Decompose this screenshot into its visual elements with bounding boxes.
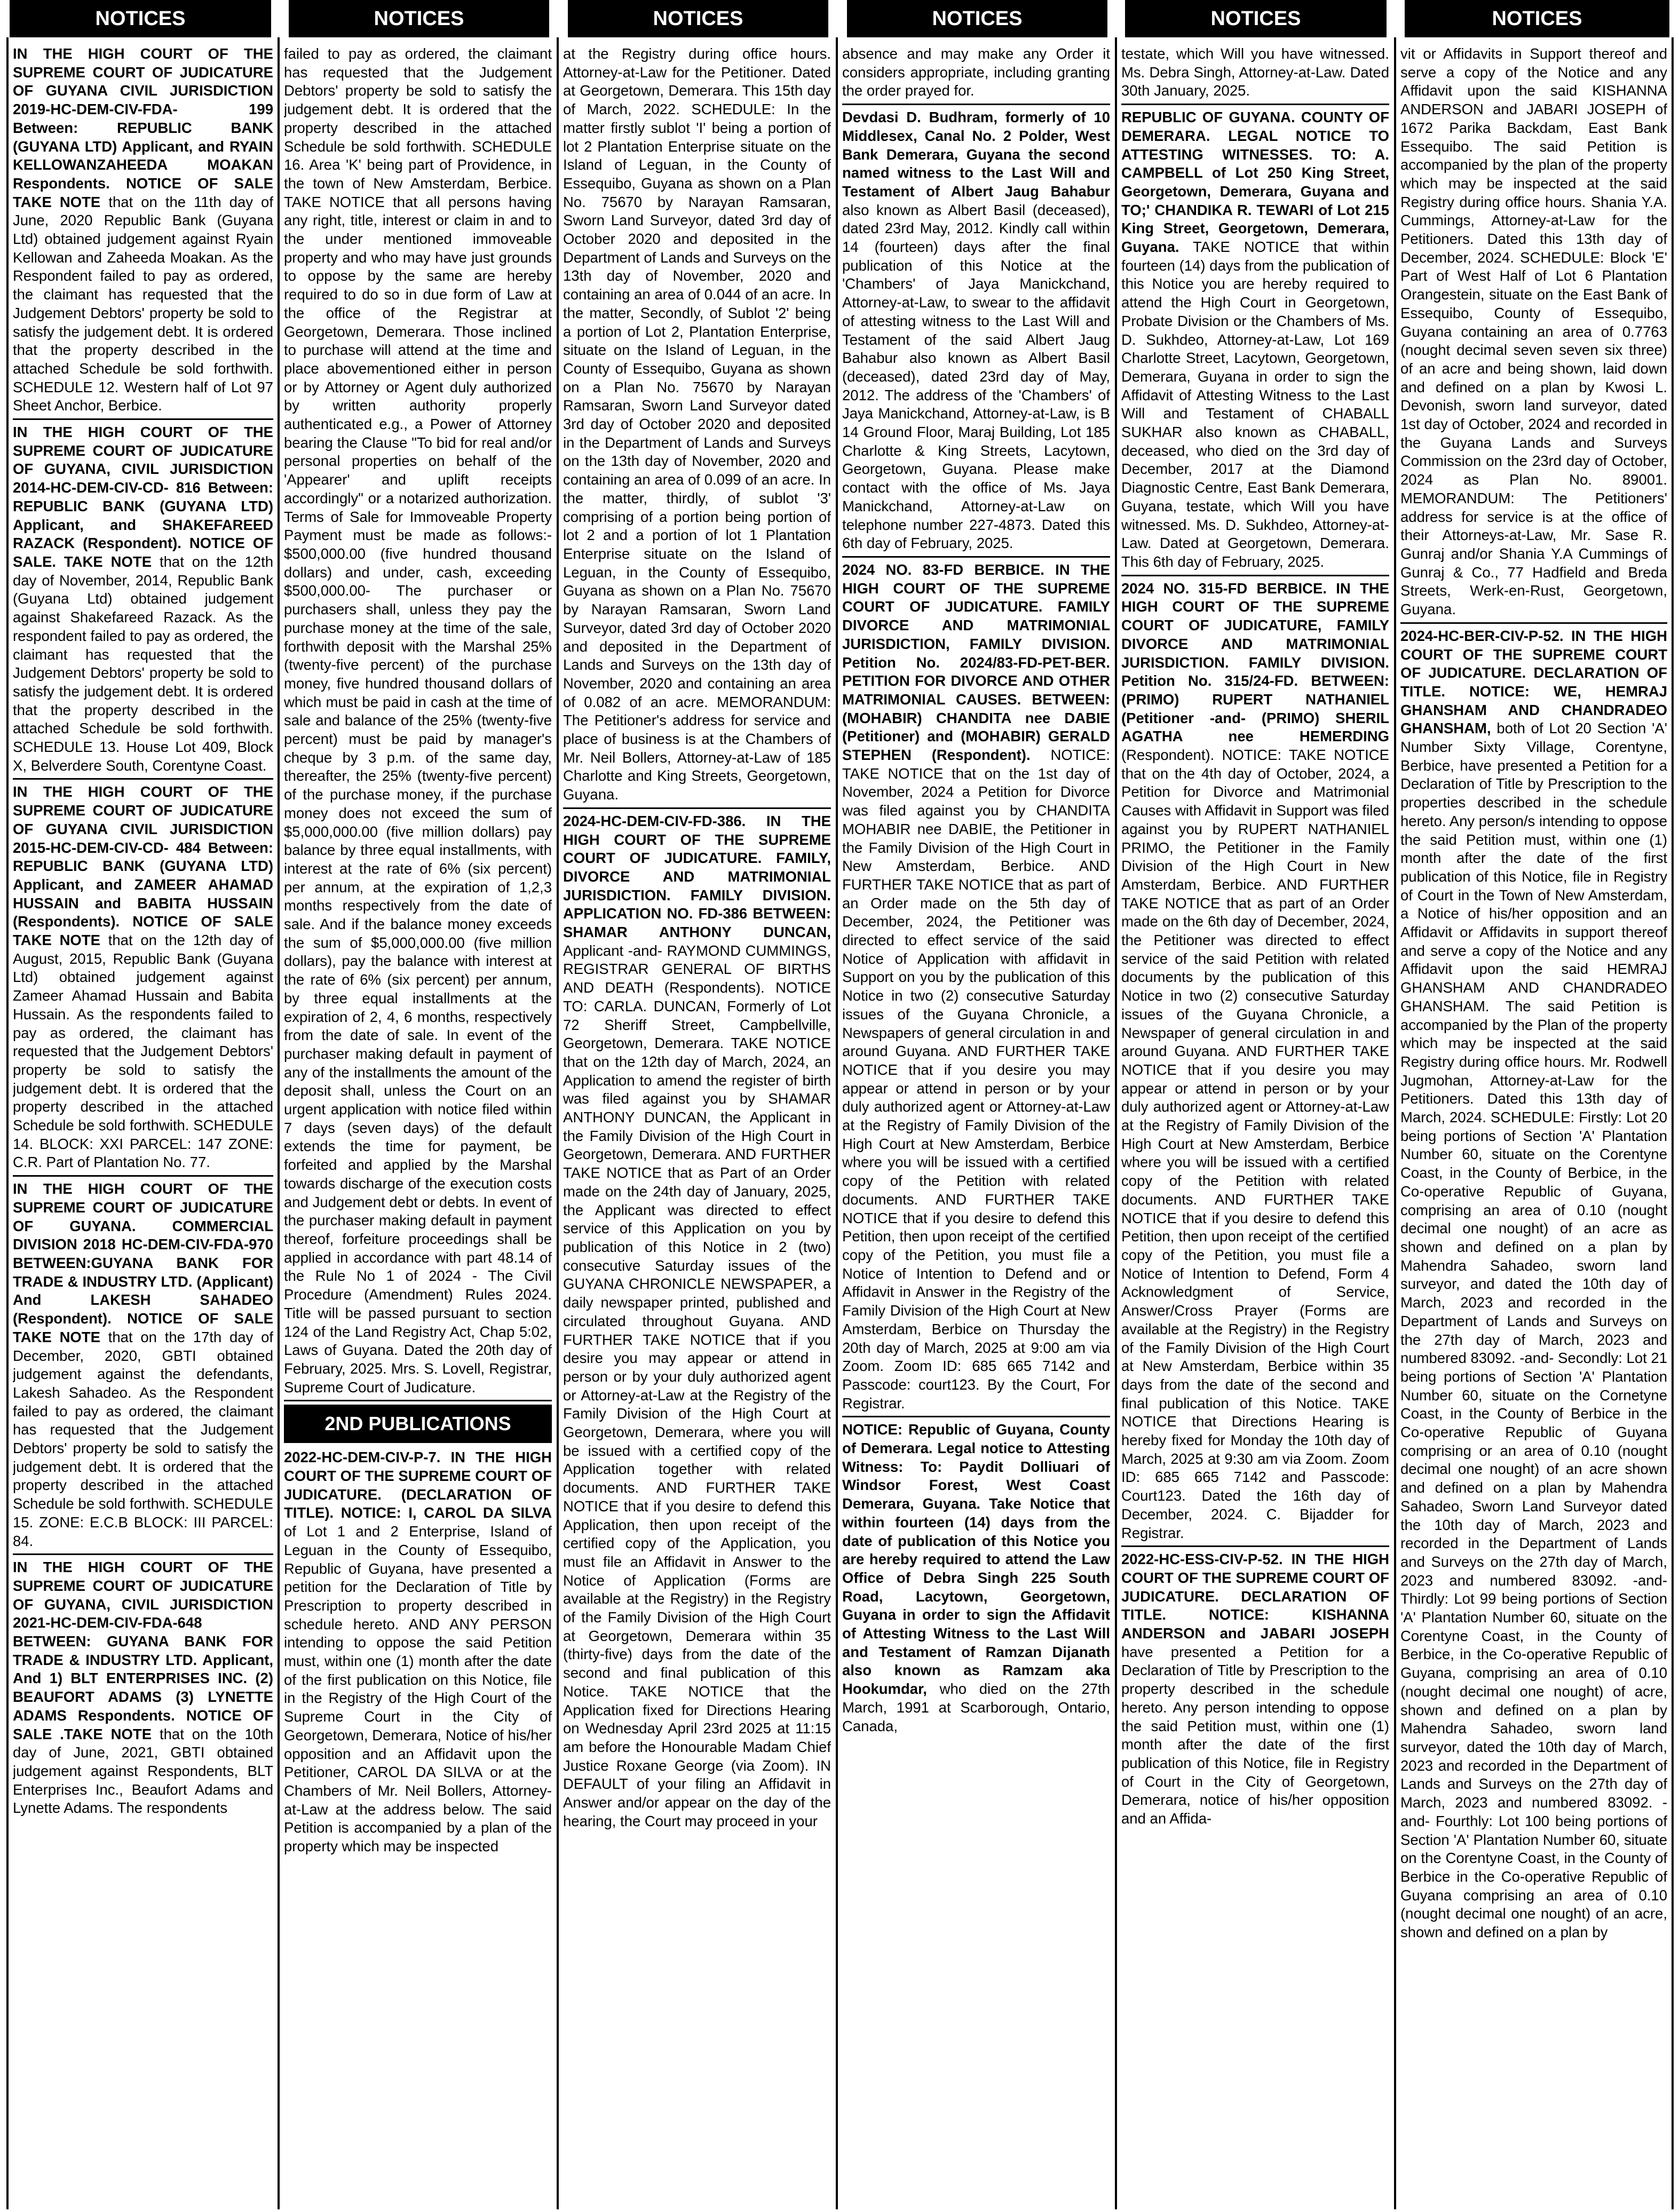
notice-body: NOTICE: TAKE NOTICE that on the 1st day of November, 2024 a Petition for Divorce was filed against you by CHANDITA MOHABIR nee DABIE, the Petitioner in the Family Division of the High Court in New Amsterdam, Berbice. AND FURTHER TAKE NOTICE that as part of an Order made on the 5th day of December, 2024, the Petitioner was directed to effect service of the said Notice of Application with affidavit in Support on you by the publication of this Notice in two (2) consecutive Saturday issues of the Guyana Chronicle, a Newspapers of general circulation in and around Guyana. AND FURTHER TAKE NOTICE that if you desire you may appear or attend in person or by your duly authorized agent or Attorney-at-Law at the Registry of Family Division of the High Court at New Amsterdam, Berbice where you will be issued with a certified copy of the Petition with related documents. AND FURTHER TAKE NOTICE that if you desire to defend this Petition, then upon receipt of the certified copy of the Petition, you must file a Notice of Intention to Defend and or Affidavit in Answer in the Registry of the Family Division of the High Court at New Amsterdam, Berbice on Thursday the 20th day of March, 2025 at 9:00 am via Zoom. Zoom ID: 685 665 7142 and Passcode: court123. By the Court, For Registrar. [842,747,1110,1412]
column-header-6: NOTICES [1405,0,1669,37]
notice-text [13,1558,273,1818]
notice-heading: IN THE HIGH COURT OF THE SUPREME COURT OF JUDICATURE OF GUYANA, CIVIL JURISDICTION 2014-HC-DEM-CIV-CD- 816 Between: REPUBLIC BANK (GUYANA LTD) Applicant, and SHAKEFAREED RAZACK (Respondent). NOTICE OF SALE. TAKE NOTE [13,424,273,570]
legal-notice [563,45,831,809]
notice-text [842,1421,1110,1735]
column-rule [557,37,559,2209]
notice-heading: NOTICE: Republic of Guyana, County of Demerara. Legal notice to Attesting Witness: To: Paydit Dolliuari of Windsor Forest, West Coast Demerara, Guyana. Take Notice that within fourteen (14) days from the date of publication of this Notice you are hereby required to attend the Law Office of Debra Singh 225 South Road, Lacytown, Georgetown, Guyana in order to sign the Affidavit of Attesting Witness to the Last Will and Testament of Ramzan Dijanath also known as Ramzam aka Hookumdar, [842,1421,1110,1698]
notices-column-2 [284,45,552,2203]
legal-notice [1121,1550,1389,1832]
notice-heading: IN THE HIGH COURT OF THE SUPREME COURT OF JUDICATURE OF GUYANA CIVIL JURISDICTION 2015-HC-DEM-CIV-CD- 484 Between: REPUBLIC BANK (GUYANA LTD) Applicant, and ZAMEER AHAMAD HUSSAIN and BABITA HUSSAIN (Respondents). NOTICE OF SALE TAKE NOTE [13,783,273,949]
notice-text [13,783,273,1172]
notice-heading: IN THE HIGH COURT OF THE SUPREME COURT OF JUDICATURE OF GUYANA, CIVIL JURISDICTION 2021-HC-DEM-CIV-FDA-648 BETWEEN: GUYANA BANK FOR TRADE & INDUSTRY LTD. Applicant, And 1) BLT ENTERPRISES INC. (2) BEAUFORT ADAMS (3) LYNETTE ADAMS Respondents. NOTICE OF SALE .TAKE NOTE [13,1559,273,1742]
notices-column-6 [1400,45,1667,2203]
notice-text [842,45,1110,100]
notice-body: both of Lot 20 Section 'A' Number Sixty Village, Corentyne, Berbice, have presented a Petition for a Declaration of Title by Prescription to the properties described in the schedule hereto. Any person/s intending to oppose the said Petition must, within one (1) month after the date of the first publication of this Notice, file in Registry of Court in the Town of New Amsterdam, a Notice of his/her opposition and an Affidavit or Affidavits in support thereof and serve a copy of the Notice and any Affidavit upon the said HEMRAJ GHANSHAM AND CHANDRADEO GHANSHAM. The said Petition is accompanied by the Plan of the property which may be inspected at the said Registry during office hours. Mr. Rodwell Jugmohan, Attorney-at-Law for the Petitioners. Dated this 13th day of March, 2024. SCHEDULE: Firstly: Lot 20 being portions of Section 'A' Plantation Number 60, situate on the Corentyne Coast, in the County of Berbice, in the Co-operative Republic of Guyana, comprising an area of 0.10 (nought decimal one nought) of an acre as shown and defined on a plan by Mahendra Sahadeo, sworn land surveyor, and dated the 10th day of March, 2023 and recorded in the Department of Lands and Surveys on the 27th day of March, 2023 and numbered 83092. -and- Secondly: Lot 21 being portions of Section 'A' Plantation Number 60, situate on the Cornetyne Coast, in the County of Berbice in the Co-operative Republic of Guyana comprising or an area of 0.10 (nought decimal one nought) of an acre shown and defined on a plan by Mahendra Sahadeo, Sworn Land Surveyor dated the 10th day of March, 2023 and recorded in the Department of Lands and Surveys on the 27th day of March, 2023 and numbered 83092. -and- Thirdly: Lot 99 being portions of Section 'A' Plantation Number 60, situate on the Corentyne Coast, in the County of Berbice, in the Co-operative Republic of Guyana, comprising an area of 0.10 (nought decimal one nought) of acre, shown and defined on a plan by Mahendra Sahadeo, sworn land surveyor, dated the 10th day of March, 2023 and recorded in the Department of Lands and Surveys on the 27th day of March, 2023 and numbered 83092. -and- Fourthly: Lot 100 being portions of Section 'A' Plantation Number 60, situate on the Corentyne Coast, in the County of Berbice in the Co-operative Republic of Guyana comprising an area of 0.10 (nought decimal one nought) of an acre, shown and defined on a plan by [1400,720,1667,1941]
notices-column-4 [842,45,1110,2203]
notice-body: failed to pay as ordered, the claimant has requested that the Judgement Debtors' property be sold to satisfy the judgement debt. It is ordered that the property described in the attached Schedule be sold forthwith. SCHEDULE 16. Area 'K' being part of Providence, in the town of New Amsterdam, Berbice. TAKE NOTICE that all persons having any right, title, interest or claim in and to the under mentioned immoveable property and who may have just grounds to oppose by the same are hereby required to do so in due form of Law at the office of the Registrar at Georgetown, Demerara. Those inclined to purchase will attend at the time and place abovementioned either in person or by Attorney or Agent duly authorized by written authority properly authenticated e.g., a Power of Attorney bearing the Clause "To bid for real and/or personal properties on behalf of the 'Appearer' and uplift receipts accordingly" or a notarized authorization. Terms of Sale for Immoveable Property Payment must be made as follows:- $500,000.00 (five hundred thousand dollars) and under, cash, exceeding $500,000.00- The purchaser or purchasers shall, unless they pay the purchase money at the time of the sale, forthwith deposit with the Marshal 25% (twenty-five percent) of the purchase money, five hundred thousand dollars of which must be paid in cash at the time of sale and balance of the 25% (twenty-five percent) must be paid by manager's cheque by 3 p.m. of the same day, thereafter, the 25% (twenty-five percent) of the purchase money, if the purchase money does not exceed the sum of $5,000,000.00 (five million dollars) pay balance by three equal installments, with interest at the rate of 6% (six percent) per annum, at the expiration of 1,2,3 months respectively from the date of sale. And if the balance money exceeds the sum of $5,000,000.00 (five million dollars), pay the balance with interest at the rate of 6% (six percent) per annum, by three equal installments at the expiration of 2, 4, 6 months, respectively from the date of sale. In event of the purchaser making default in payment of any of the installments the amount of the deposit shall, unless the Court on an urgent application with notice filed within 7 days (seven days) of the default extends the time for payment, be forfeited and applied by the Marshal towards discharge of the execution costs and Judgement debt or debts. In event of the purchaser making default in payment thereof, forfeiture proceedings shall be applied in accordance with part 48.14 of the Rule No 1 of 2024 - The Civil Procedure (Amendment) Rules 2024. Title will be passed pursuant to section 124 of the Land Registry Act, Chap 5:02, Laws of Guyana. Dated the 20th day of February, 2025. Mrs. S. Lovell, Registrar, Supreme Court of Judicature. [284,45,552,1396]
notices-column-5 [1121,45,1389,2203]
notice-body: that on the 12th day of August, 2015, Republic Bank (Guyana Ltd) obtained judgement against Zameer Ahamad Hussain and Babita Hussain. As the respondents failed to pay as ordered, the claimant has requested that the Judgement Debtors' property be sold to satisfy the judgement debt. It is ordered that the property described in the attached Schedule be sold forthwith. SCHEDULE 14. BLOCK: XXI PARCEL: 147 ZONE: C.R. Part of Plantation No. 77. [13,932,273,1171]
column-header-row [0,0,1679,37]
notice-heading: 2022-HC-ESS-CIV-P-52. IN THE HIGH COURT OF THE SUPREME COURT OF JUDICATURE. DECLARATION OF TITLE. NOTICE: KISHANNA ANDERSON and JABARI JOSEPH [1121,1551,1389,1642]
notice-heading: 2024 NO. 83-FD BERBICE. IN THE HIGH COURT OF THE SUPREME COURT OF JUDICATURE. FAMILY DIVORCE AND MATRIMONIAL JURISDICTION, FAMILY DIVISION. Petition No. 2024/83-FD-PET-BER. PETITION FOR DIVORCE AND OTHER MATRIMONIAL CAUSES. BETWEEN: (MOHABIR) CHANDITA nee DABIE (Petitioner) and (MOHABIR) GERALD STEPHEN (Respondent). [842,561,1110,764]
notice-body: who died on the 27th March, 1991 at Scarborough, Ontario, Canada, [842,1680,1110,1734]
notice-heading: REPUBLIC OF GUYANA. COUNTY OF DEMERARA. LEGAL NOTICE TO ATTESTING WITNESSES. TO: A. CAMPBELL of Lot 250 King Street, Georgetown, Demerara, Guyana and TO;' CHANDIKA R. TEWARI of Lot 215 King Street, Georgetown, Demerara, Guyana. [1121,109,1389,256]
notice-body: have presented a Petition for a Declaration of Title by Prescription to the property described in the schedule hereto. Any person intending to oppose the said Petition must, within one (1) month after the date of the first publication of this Notice, file in Registry of Court in the City of Georgetown, Demerara, notice of his/her opposition and an Affida- [1121,1643,1389,1827]
column-header-2: NOTICES [289,0,549,37]
legal-notice [842,108,1110,558]
legal-notice [1121,45,1389,105]
notice-heading: IN THE HIGH COURT OF THE SUPREME COURT OF JUDICATURE OF GUYANA CIVIL JURISDICTION 2019-HC-DEM-CIV-FDA- 199 Between: REPUBLIC BANK (GUYANA LTD) Applicant, and RYAIN KELLOWANZAHEEDA MOAKAN Respondents. NOTICE OF SALE TAKE NOTE [13,45,273,210]
notice-text [842,561,1110,1413]
legal-notice [842,45,1110,105]
notice-heading: 2024 NO. 315-FD BERBICE. IN THE HIGH COURT OF THE SUPREME COURT OF JUDICATURE, FAMILY DIVORCE AND MATRIMONIAL JURISDICTION. FAMILY DIVISION. Petition No. 315/24-FD. BETWEEN: (PRIMO) RUPERT NATHANIEL (Petitioner -and- (PRIMO) SHERIL AGATHA nee HEMERDING [1121,580,1389,745]
column-rule [1672,37,1674,2209]
notice-heading: 2024-HC-BER-CIV-P-52. IN THE HIGH COURT OF THE SUPREME COURT OF JUDICATURE. DECLARATION OF TITLE. NOTICE: WE, HEMRAJ GHANSHAM AND CHANDRADEO GHANSHAM, [1400,627,1667,737]
column-header-3: NOTICES [568,0,828,37]
notice-text [1400,627,1667,1942]
notice-text [842,108,1110,553]
column-rule [836,37,838,2209]
notice-text [563,812,831,1831]
legal-notice [13,1180,273,1555]
column-header-4: NOTICES [847,0,1107,37]
legal-notice [13,45,273,420]
legal-notice [284,1448,552,1859]
column-rule [1394,37,1396,2209]
notice-body: that on the 10th day of June, 2021, GBTI obtained judgement against Respondents, BLT Enterprises Inc., Beaufort Adams and Lynette Adams. The respondents [13,1725,273,1817]
notice-text [284,45,552,1397]
notice-body: testate, which Will you have witnessed. Ms. Debra Singh, Attorney-at-Law. Dated 30th January, 2025. [1121,45,1389,99]
notice-body: absence and may make any Order it considers appropriate, including granting the order prayed for. [842,45,1110,99]
column-header-5: NOTICES [1125,0,1387,37]
legal-notice [1121,108,1389,576]
notices-column-3 [563,45,831,2203]
notice-text [563,45,831,804]
legal-notice [284,45,552,1401]
legal-notice [1400,45,1667,624]
column-rule [6,37,9,2209]
legal-notice [842,561,1110,1417]
notice-heading: 2024-HC-DEM-CIV-FD-386. IN THE HIGH COURT OF THE SUPREME COURT OF JUDICATURE. FAMILY, DIVORCE AND MATRIMONIAL JURISDICTION. FAMILY DIVISION. APPLICATION NO. FD-386 BETWEEN: SHAMAR ANTHONY DUNCAN, [563,812,831,941]
notice-text [1400,45,1667,619]
legal-notice [13,1558,273,1821]
notice-text [1121,45,1389,100]
notice-body: (Respondent). NOTICE: TAKE NOTICE that on the 4th day of October, 2024, a Petition for Divorce and Matrimonial Causes with Affidavit in Support was filed against you by RUPERT NATHANIEL PRIMO, the Petitioner in the Family Division of the High Court in New Amsterdam, Berbice. AND FURTHER TAKE NOTICE that as part of an Order made on the 6th day of December, 2024, the Petitioner was directed to effect service of the said Petition with related documents by the publication of this Notice in two (2) consecutive Saturday issues of the Guyana Chronicle, a Newspaper of general circulation in and around Guyana. AND FURTHER TAKE NOTICE that if you desire you may appear or attend in person or by your duly authorized agent or Attorney-at-Law at the Registry of Family Division of the High Court at New Amsterdam, Berbice where you will be issued with a certified copy of the Petition with related documents. AND FURTHER TAKE NOTICE that if you desire to defend this Petition, then upon receipt of the certified copy of the Petition, you must file a Notice of Intention to Defend, Form 4 Acknowledgment of Service, Answer/Cross Prayer (Forms are available at the Registry) in the Registry of the Family Division of the High Court at New Amsterdam, Berbice within 35 days from the date of the second and final publication of this Notice. TAKE NOTICE that Directions Hearing is hereby fixed for Monday the 10th day of March, 2025 at 9:30 am via Zoom. Zoom ID: 685 665 7142 and Passcode: Court123. Dated the 16th day of December, 2024. C. Bijadder for Registrar. [1121,747,1389,1541]
notice-heading: IN THE HIGH COURT OF THE SUPREME COURT OF JUDICATURE OF GUYANA. COMMERCIAL DIVISION 2018 HC-DEM-CIV-FDA-970 BETWEEN:GUYANA BANK FOR TRADE & INDUSTRY LTD. (Applicant) And LAKESH SAHADEO (Respondent). NOTICE OF SALE TAKE NOTE [13,1180,273,1345]
notice-body: TAKE NOTICE that within fourteen (14) days from the publication of this Notice you are hereby required to attend the High Court in Georgetown, Probate Division or the Chambers of Ms. D. Sukhdeo, Attorney-at-Law, Lot 169 Charlotte Street, Lacytown, Georgetown, Demerara, Guyana in order to sign the Affidavit of Attesting Witness to the Last Will and Testament of CHABALL SUKHAR also known as CHABALL, deceased, who died on the 3rd day of December, 2017 at the Diamond Diagnostic Centre, East Bank Demerara, Guyana, testate, which Will you have witnessed. Ms. D. Sukhdeo, Attorney-at-Law. Dated at Georgetown, Demerara. This 6th day of February, 2025. [1121,239,1389,570]
notice-body: at the Registry during office hours. Attorney-at-Law for the Petitioner. Dated at Georgetown, Demerara. This 15th day of March, 2022. SCHEDULE: In the matter firstly sublot 'I' being a portion of lot 2 Plantation Enterprise situate on the Island of Leguan, in the County of Essequibo, Guyana as shown on a Plan No. 75670 by Narayan Ramsaran, Sworn Land Surveyor, dated 3rd day of October 2020 and deposited in the Department of Lands and Surveys on the 13th day of November, 2020 and containing an area of 0.044 of an acre. In the matter, Secondly, of Sublot '2' being a portion of Lot 2, Plantation Enterprise, situate on the Island of Leguan, in the County of Essequibo, Guyana as shown on a Plan No. 75670 by Narayan Ramsaran, Sworn Land Surveyor dated 3rd day of October 2020 and deposited in the Department of Lands and Surveys on the 13th day of November, 2020 and containing an area of 0.099 of an acre. In the matter, thirdly, of sublot '3' comprising of a portion being portion of lot 2 and a portion of lot 1 Plantation Enterprise situate on the Island of Leguan, in the County of Essequibo, Guyana as shown on a Plan No. 75670 by Narayan Ramsaran, Sworn Land Surveyor, dated 3rd day of October 2020 and deposited in the Department of Lands and Surveys on the 13th day of November, 2020 and containing an area of 0.082 of an acre. MEMORANDUM: The Petitioner's address for service and place of business is at the Chambers of Mr. Neil Bollers, Attorney-at-Law of 185 Charlotte and King Streets, Georgetown, Guyana. [563,45,831,803]
notice-text [13,45,273,415]
notice-text [1121,1550,1389,1828]
notice-body: of Lot 1 and 2 Enterprise, Island of Leguan in the County of Essequibo, Republic of Guyana, have presented a petition for the Declaration of Title by Prescription to property described in schedule hereto. AND ANY PERSON intending to oppose the said Petition must, within one (1) month after the date of the first publication on this Notice, file in the Registry of the High Court of the Supreme Court in the City of Georgetown, Demerara, Notice of his/her opposition and an Affidavit upon the Petitioner, CAROL DA SILVA or at the Chambers of Mr. Neil Bollers, Attorney-at-Law at the address below. The said Petition is accompanied by a plan of the property which may be inspected [284,1523,552,1855]
column-rule [278,37,280,2209]
column-rule [1115,37,1117,2209]
notice-text [284,1448,552,1856]
legal-notice [13,423,273,780]
notice-body: that on the 17th day of December, 2020, GBTI obtained judgement against the defendants, Lakesh Sahadeo. As the Respondent failed to pay as ordered, the claimant has requested that the Judgement Debtors' property be sold to satisfy the judgement debt. It is ordered that the property described in the attached Schedule be sold forthwith. SCHEDULE 15. ZONE: E.C.B BLOCK: III PARCEL: 84. [13,1328,273,1549]
notice-body: vit or Affidavits in Support thereof and serve a copy of the Notice and any Affidavit upon the said KISHANNA ANDERSON and JABARI JOSEPH of 1672 Parika Backdam, East Bank Essequibo. The said Petition is accompanied by the plan of the property which may be inspected at the said Registry during office hours. Shania Y.A. Cummings, Attorney-at-Law for the Petitioners. Dated this 13th day of December, 2024. SCHEDULE: Block 'E' Part of West Half of Lot 6 Plantation Orangestein, situate on the East Bank of Essequibo, County of Essequibo, Guyana containing an area of 0.7763 (nought decimal seven seven six three) of an acre and being shown, laid down and defined on a plan by Kwosi L. Devonish, sworn land surveyor, dated 1st day of October, 2024 and recorded in the Guyana Lands and Surveys Commission on the 23rd day of October, 2024 as Plan No. 89001. MEMORANDUM: The Petitioners' address for service is at the office of their Attorneys-at-Law, Mr. Sase R. Gunraj and/or Shania Y.A Cummings of Gunraj & Co., 77 Hadfield and Breda Streets, Werk-en-Rust, Georgetown, Guyana. [1400,45,1667,618]
notice-body: Applicant -and- RAYMOND CUMMINGS, REGISTRAR GENERAL OF BIRTHS AND DEATH (Respondents). NOTICE TO: CARLA. DUNCAN, Formerly of Lot 72 Sheriff Street, Campbellville, Georgetown, Demerara. TAKE NOTICE that on the 12th day of March, 2024, an Application to amend the register of birth was filed against you by SHAMAR ANTHONY DUNCAN, the Applicant in the Family Division of the High Court in Georgetown, Demerara. AND FURTHER TAKE NOTICE that as Part of an Order made on the 24th day of January, 2025, the Applicant was directed to effect service of this Application on you by publication of this Notice in 2 (two) consecutive Saturday issues of the GUYANA CHRONICLE NEWSPAPER, a daily newspaper printed, published and circulated throughout Guyana. AND FURTHER TAKE NOTICE that if you desire you may appear or attend in person or by your duly authorized agent or Attorney-at-Law at the Registry of the Family Division of the High Court at Georgetown, Demerara, where you will be issued with a certified copy of the Application together with related documents. AND FURTHER TAKE NOTICE that if you desire to defend this Application, then upon receipt of the certified copy of the Application, you must file an Affidavit in Answer to the Notice of Application (Forms are available at the Registry) in the Registry of the Family Division of the High Court at Georgetown, Demerara within 35 (thirty-five) days from the date of the second and final publication of this Notice. TAKE NOTICE that the Application fixed for Directions Hearing on Wednesday April 23rd 2025 at 11:15 am before the Honourable Madam Chief Justice Roxane George (via Zoom). IN DEFAULT of your filing an Affidavit in Answer and/or appear on the day of the hearing, the Court may proceed in your [563,942,831,1829]
notice-text [13,423,273,775]
notice-heading: Devdasi D. Budhram, formerly of 10 Middlesex, Canal No. 2 Polder, West Bank Demerara, Guyana the second named witness to the Last Will and Testament of Albert Jaug Bahabur [842,109,1110,200]
section-header: 2ND PUBLICATIONS [284,1405,552,1443]
notice-text [1121,108,1389,572]
column-header-1: NOTICES [10,0,271,37]
legal-notice [842,1421,1110,1739]
notices-column-1 [13,45,273,2203]
notice-heading: 2022-HC-DEM-CIV-P-7. IN THE HIGH COURT OF THE SUPREME COURT OF JUDICATURE. (DECLARATION OF TITLE). NOTICE: I, CAROL DA SILVA [284,1449,552,1521]
legal-notice [1121,580,1389,1548]
legal-notice [1400,627,1667,1945]
notice-body: that on the 12th day of November, 2014, Republic Bank (Guyana Ltd) obtained judgement against Shakefareed Razack. As the respondent failed to pay as ordered, the claimant has requested that the Judgement Debtors' property be sold to satisfy the judgement debt. It is ordered that the property described in the attached Schedule be sold forthwith. SCHEDULE 13. House Lot 409, Block X, Belverdere South, Corentyne Coast. [13,553,273,774]
notice-text [1121,580,1389,1543]
legal-notice [13,783,273,1177]
legal-notice [563,812,831,1834]
notice-body: also known as Albert Basil (deceased), dated 23rd May, 2012. Kindly call within 14 (fourteen) days after the final publication of this Notice at the 'Chambers' of Jaya Manickchand, Attorney-at-Law, to swear to the affidavit of attesting witness to the Last Will and Testament of the said Albert Jaug Bahabur also known as Albert Basil (deceased), dated 23rd day of May, 2012. The address of the 'Chambers' of Jaya Manickchand, Attorney-at-Law, is B 14 Ground Floor, Maraj Building, Lot 185 Charlotte & King Streets, Lacytown, Georgetown, Guyana. Please make contact with the office of Ms. Jaya Manickchand, Attorney-at-Law on telephone number 227-4873. Dated this 6th day of February, 2025. [842,201,1110,552]
notice-text [13,1180,273,1550]
notice-body: that on the 11th day of June, 2020 Republic Bank (Guyana Ltd) obtained judgement against Ryain Kellowan and Zaheeda Moakan. As the Respondent failed to pay as ordered, the claimant has requested that the Judgement Debtors' property be sold to satisfy the judgement debt. It is ordered that the property described in the attached Schedule be sold forthwith. SCHEDULE 12. Western half of Lot 97 Sheet Anchor, Berbice. [13,193,273,414]
